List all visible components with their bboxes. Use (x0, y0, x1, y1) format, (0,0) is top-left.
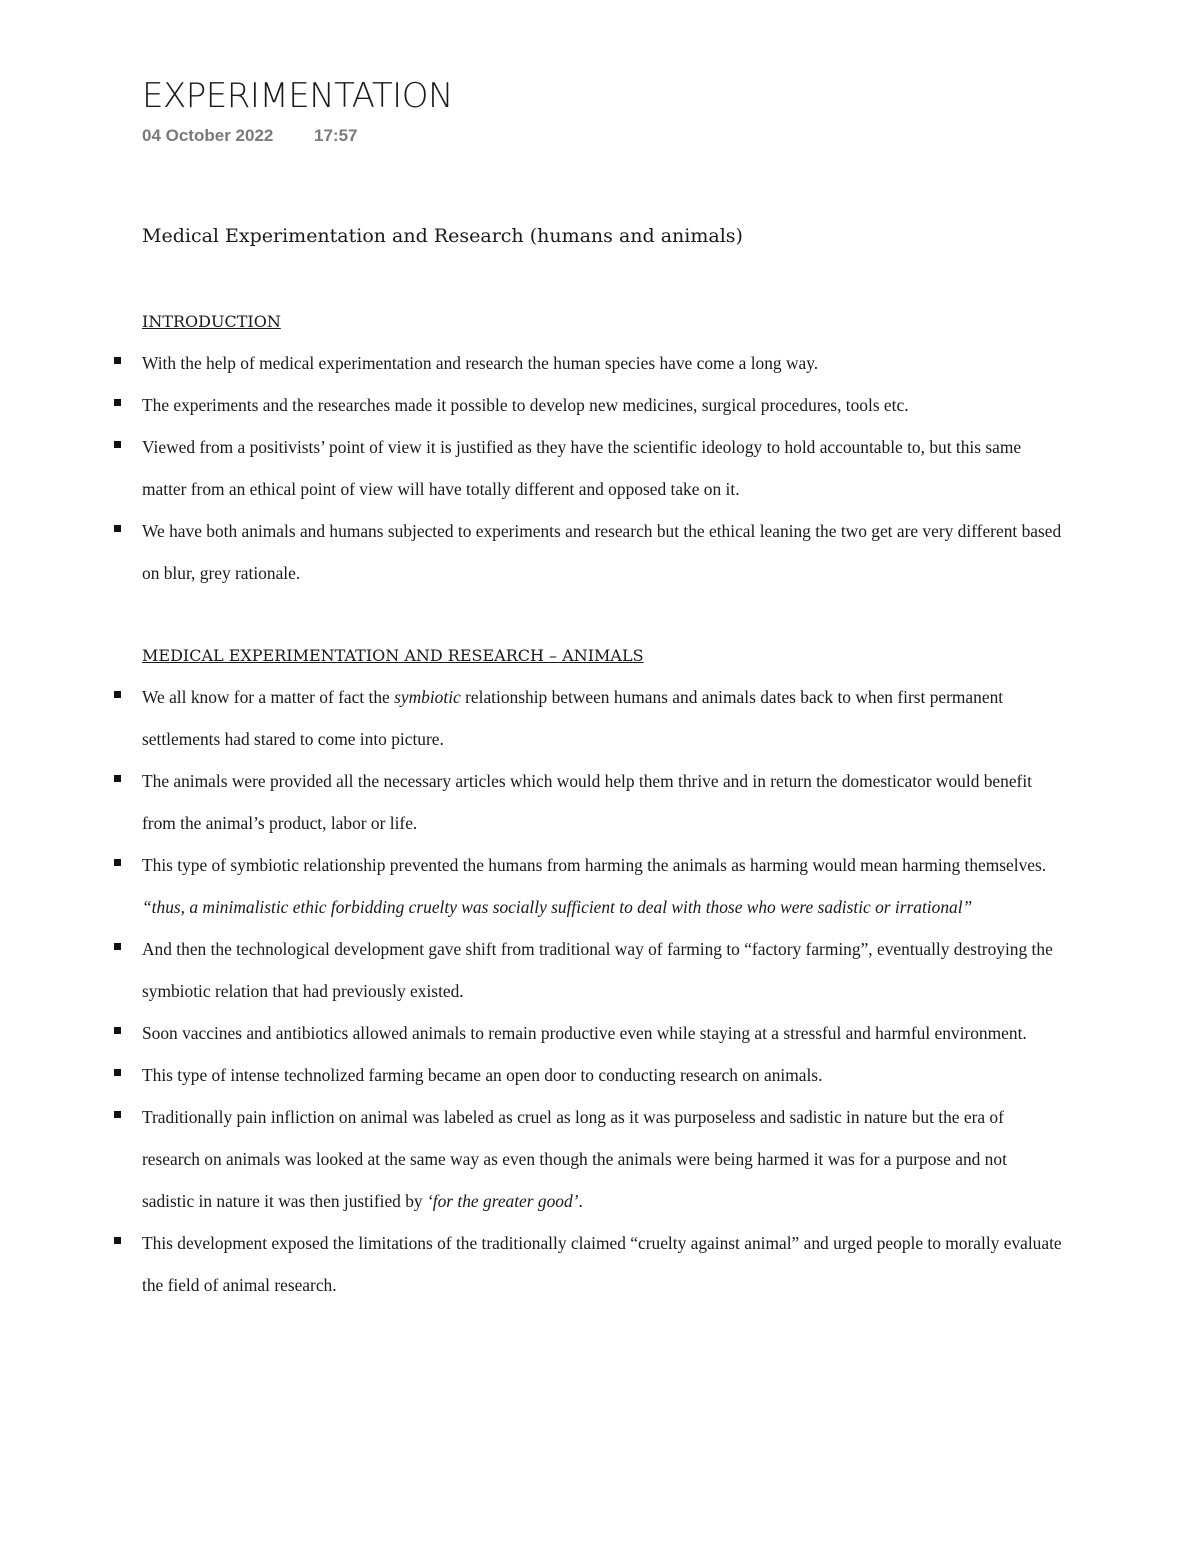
list-item (142, 676, 1062, 760)
note-time: 17:57 (314, 126, 358, 145)
list-item-text-after: relationship between humans and animals dates back to when first permanent settlements had stared to come into picture. (142, 687, 1004, 749)
list-item (142, 510, 1062, 594)
square-bullet-icon (114, 775, 121, 782)
square-bullet-icon (114, 525, 121, 532)
square-bullet-icon (114, 1111, 121, 1118)
list-item-text: This development exposed the limitations of the traditionally claimed “cruelty against animal” and urged people to morally evaluate the field of animal research. (142, 1233, 1062, 1295)
note-page (142, 72, 1062, 1306)
square-bullet-icon (114, 859, 121, 866)
block-quote: “thus, a minimalistic ethic forbidding cruelty was socially sufficient to deal with those who were sadistic or irrational” (142, 897, 973, 917)
list-item-text: We have both animals and humans subjected to experiments and research but the ethical leaning the two get are very different based on blur, grey rationale. (142, 521, 1062, 583)
list-item (142, 1222, 1062, 1306)
square-bullet-icon (114, 943, 121, 950)
list-item-text: This type of intense technolized farming became an open door to conducting research on animals. (142, 1065, 823, 1085)
square-bullet-icon (114, 1027, 121, 1034)
list-item (142, 342, 1062, 384)
animals-list (142, 676, 1062, 1306)
section-heading-introduction: INTRODUCTION (142, 312, 281, 331)
square-bullet-icon (114, 357, 121, 364)
list-item (142, 928, 1062, 1012)
list-item-text-emphasis: symbiotic (394, 687, 461, 707)
section-heading-animals: MEDICAL EXPERIMENTATION AND RESEARCH – ANIMALS (142, 646, 644, 665)
list-item-text: And then the technological development gave shift from traditional way of farming to “factory farming”, eventually destroying the symbiotic relation that had previously existed. (142, 939, 1053, 1001)
list-item-text: The experiments and the researches made it possible to develop new medicines, surgical procedures, tools etc. (142, 395, 909, 415)
square-bullet-icon (114, 441, 121, 448)
list-item-text-before: We all know for a matter of fact the (142, 687, 395, 707)
square-bullet-icon (114, 1237, 121, 1244)
list-item (142, 1096, 1062, 1222)
list-item-text-before: Traditionally pain infliction on animal was labeled as cruel as long as it was purposeless and sadistic in nature but the era of research on animals was looked at the same way as even though the animals were being harmed it was for a purpose and not sadistic in nature it was then justified by (142, 1107, 1007, 1211)
list-item-text: Viewed from a positivists’ point of view it is justified as they have the scientific ideology to hold accountable to, but this same matter from an ethical point of view will have totally different and opposed take on it. (142, 437, 1022, 499)
list-item-text-after: . (578, 1191, 583, 1211)
square-bullet-icon (114, 399, 121, 406)
list-item-text-emphasis: ‘for the greater good’ (426, 1191, 579, 1211)
square-bullet-icon (114, 691, 121, 698)
note-meta (142, 124, 1062, 148)
list-item (142, 1012, 1062, 1054)
list-item-text: This type of symbiotic relationship prevented the humans from harming the animals as harming would mean harming themselves. (142, 855, 1047, 875)
list-item (142, 426, 1062, 510)
list-item (142, 1054, 1062, 1096)
list-item-text: With the help of medical experimentation and research the human species have come a long way. (142, 353, 819, 373)
list-item (142, 384, 1062, 426)
square-bullet-icon (114, 1069, 121, 1076)
list-item-text: The animals were provided all the necessary articles which would help them thrive and in return the domesticator would benefit from the animal’s product, labor or life. (142, 771, 1033, 833)
list-item (142, 760, 1062, 844)
page-title: EXPERIMENTATION (142, 76, 453, 116)
note-date: 04 October 2022 (142, 126, 274, 145)
list-item-text: Soon vaccines and antibiotics allowed animals to remain productive even while staying at a stressful and harmful environment. (142, 1023, 1027, 1043)
note-subtitle: Medical Experimentation and Research (humans and animals) (142, 225, 743, 247)
introduction-list (142, 342, 1062, 594)
list-item (142, 844, 1062, 928)
